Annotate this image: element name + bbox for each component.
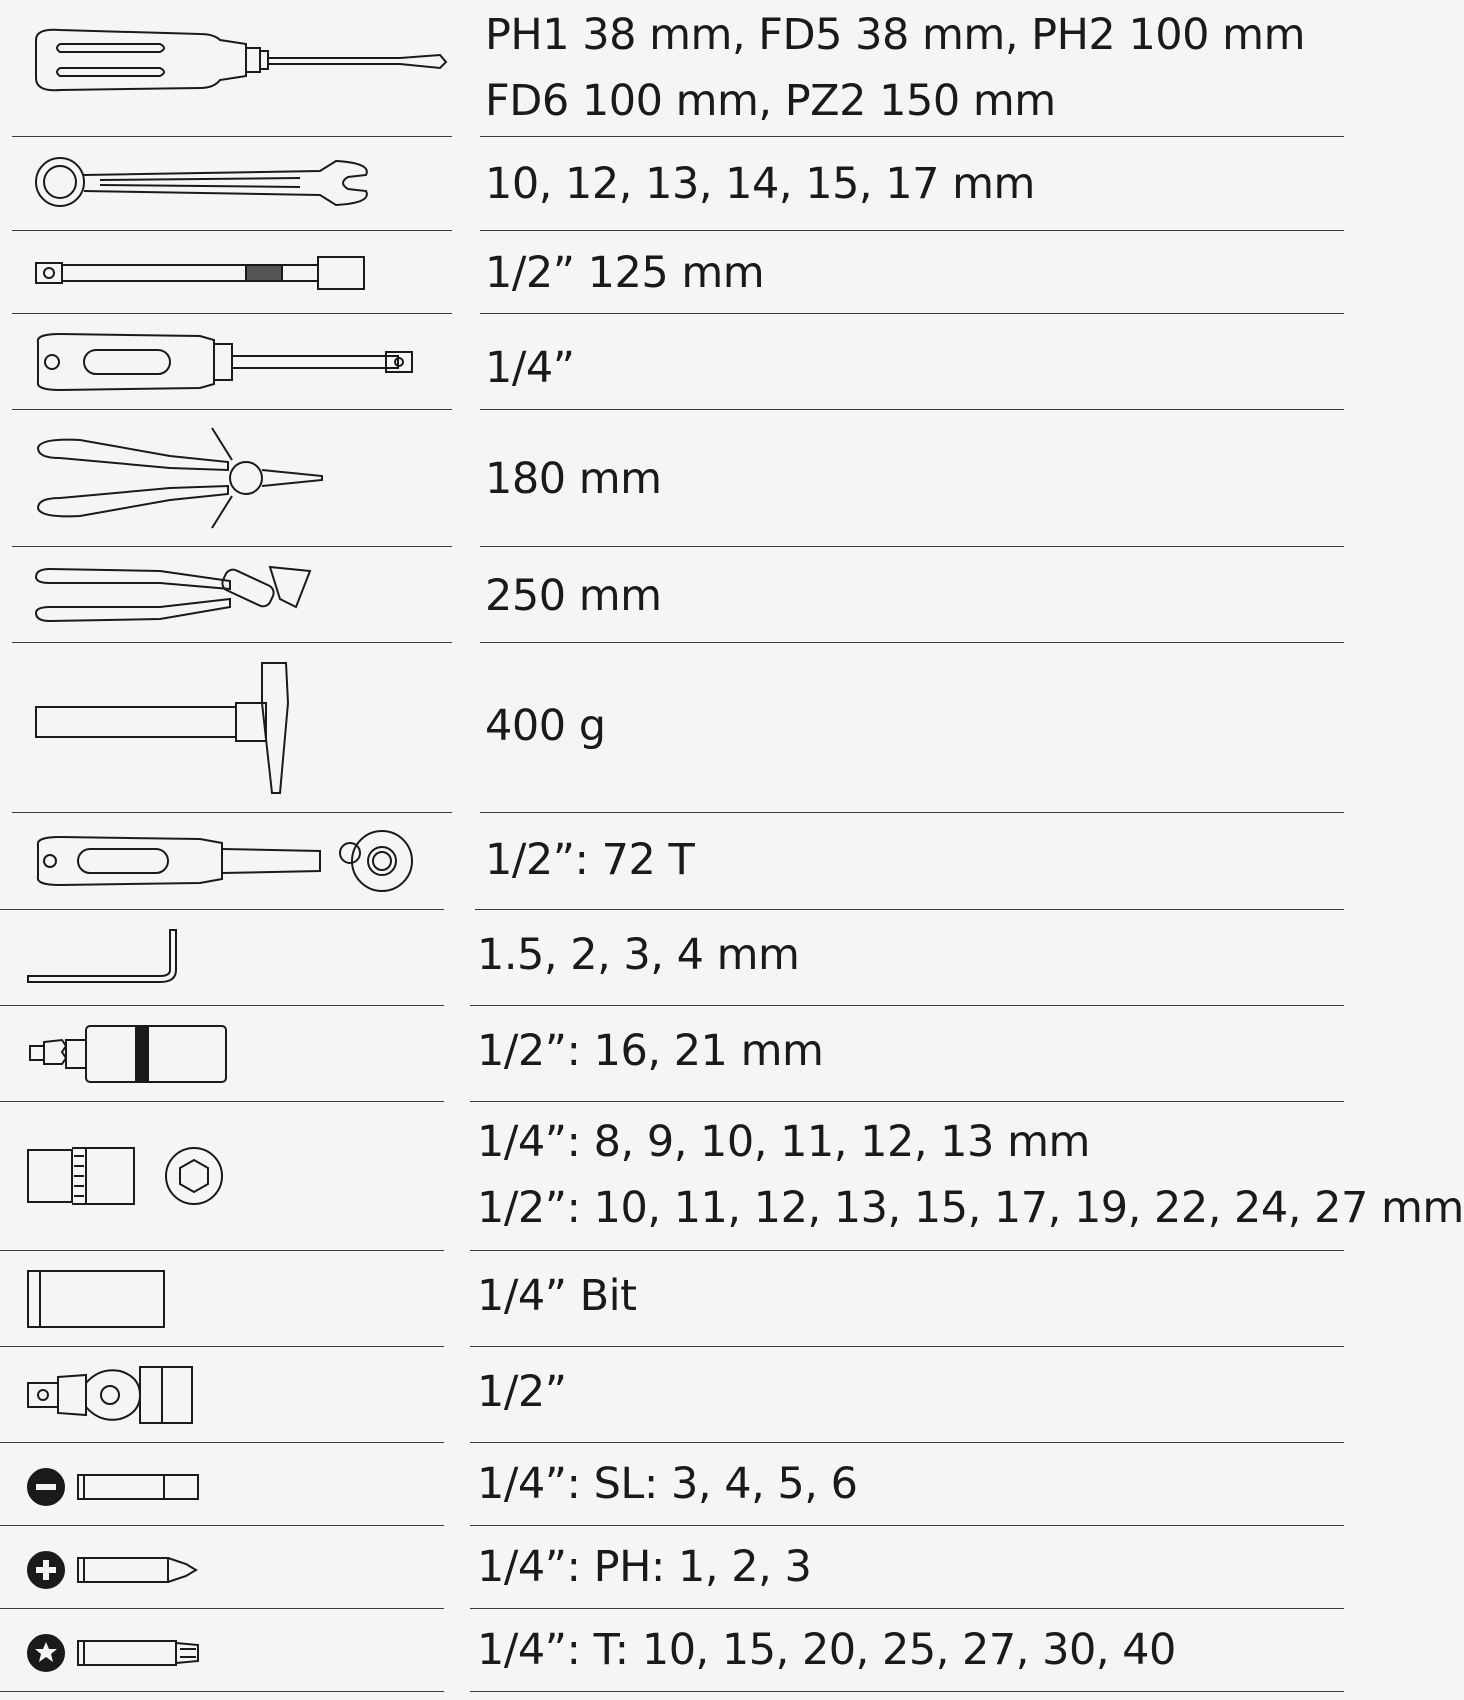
combination-pliers-icon <box>0 410 460 547</box>
table-row <box>0 410 1344 547</box>
table-row <box>0 0 1344 137</box>
table-row <box>0 314 1344 410</box>
spec-text-line: 1/4” <box>485 343 575 393</box>
spec-text-line: 1/2” <box>477 1367 567 1417</box>
hex-socket-icon <box>0 1102 460 1251</box>
spec-text-line: 1/4”: SL: 3, 4, 5, 6 <box>477 1459 858 1509</box>
table-row <box>0 1443 1344 1526</box>
spec-text-line: 1/2” 125 mm <box>485 248 765 298</box>
spec-text-line: 1/2”: 16, 21 mm <box>477 1026 824 1076</box>
table-row <box>0 1609 1344 1700</box>
spec-text-line: 1/4”: T: 10, 15, 20, 25, 27, 30, 40 <box>477 1625 1176 1675</box>
combination-wrench-icon <box>0 137 460 231</box>
spec-text-line: 10, 12, 13, 14, 15, 17 mm <box>485 159 1035 209</box>
spec-text-line: 1/4”: PH: 1, 2, 3 <box>477 1542 812 1592</box>
table-row <box>0 1347 1344 1443</box>
ratchet-icon <box>0 813 460 910</box>
phillips-bit-icon <box>0 1526 460 1609</box>
table-row <box>0 231 1344 314</box>
extension-bar-icon <box>0 231 460 314</box>
spec-text-line: 180 mm <box>485 454 662 504</box>
spec-text-line: 1/2”: 72 T <box>485 835 695 885</box>
universal-joint-icon <box>0 1347 460 1443</box>
spec-text-line: 250 mm <box>485 571 662 621</box>
spec-text-line: 1/2”: 10, 11, 12, 13, 15, 17, 19, 22, 24, 27 mm <box>477 1183 1464 1233</box>
spec-text-line: 1/4” Bit <box>477 1271 637 1321</box>
bit-adapter-icon <box>0 1251 460 1347</box>
spec-text-line: 1.5, 2, 3, 4 mm <box>477 930 800 980</box>
spec-text-line: 400 g <box>485 701 606 751</box>
table-row <box>0 1006 1344 1102</box>
table-row <box>0 1251 1344 1347</box>
socket-screwdriver-handle-icon <box>0 314 460 410</box>
table-row <box>0 1102 1464 1251</box>
screwdriver-icon <box>0 0 460 137</box>
table-row <box>0 137 1344 231</box>
hex-key-icon <box>0 910 460 1006</box>
torx-bit-icon <box>0 1609 460 1700</box>
spark-plug-socket-icon <box>0 1006 460 1102</box>
spec-text-line: FD6 100 mm, PZ2 150 mm <box>485 76 1056 126</box>
table-row <box>0 643 1344 813</box>
spec-text-line: 1/4”: 8, 9, 10, 11, 12, 13 mm <box>477 1117 1090 1167</box>
table-row <box>0 547 1344 643</box>
water-pump-pliers-icon <box>0 547 460 643</box>
table-row <box>0 813 1344 910</box>
slotted-bit-icon <box>0 1443 460 1526</box>
table-row <box>0 910 1344 1006</box>
table-row <box>0 1526 1344 1609</box>
hammer-icon <box>0 643 460 813</box>
spec-text-line: PH1 38 mm, FD5 38 mm, PH2 100 mm <box>485 10 1305 60</box>
